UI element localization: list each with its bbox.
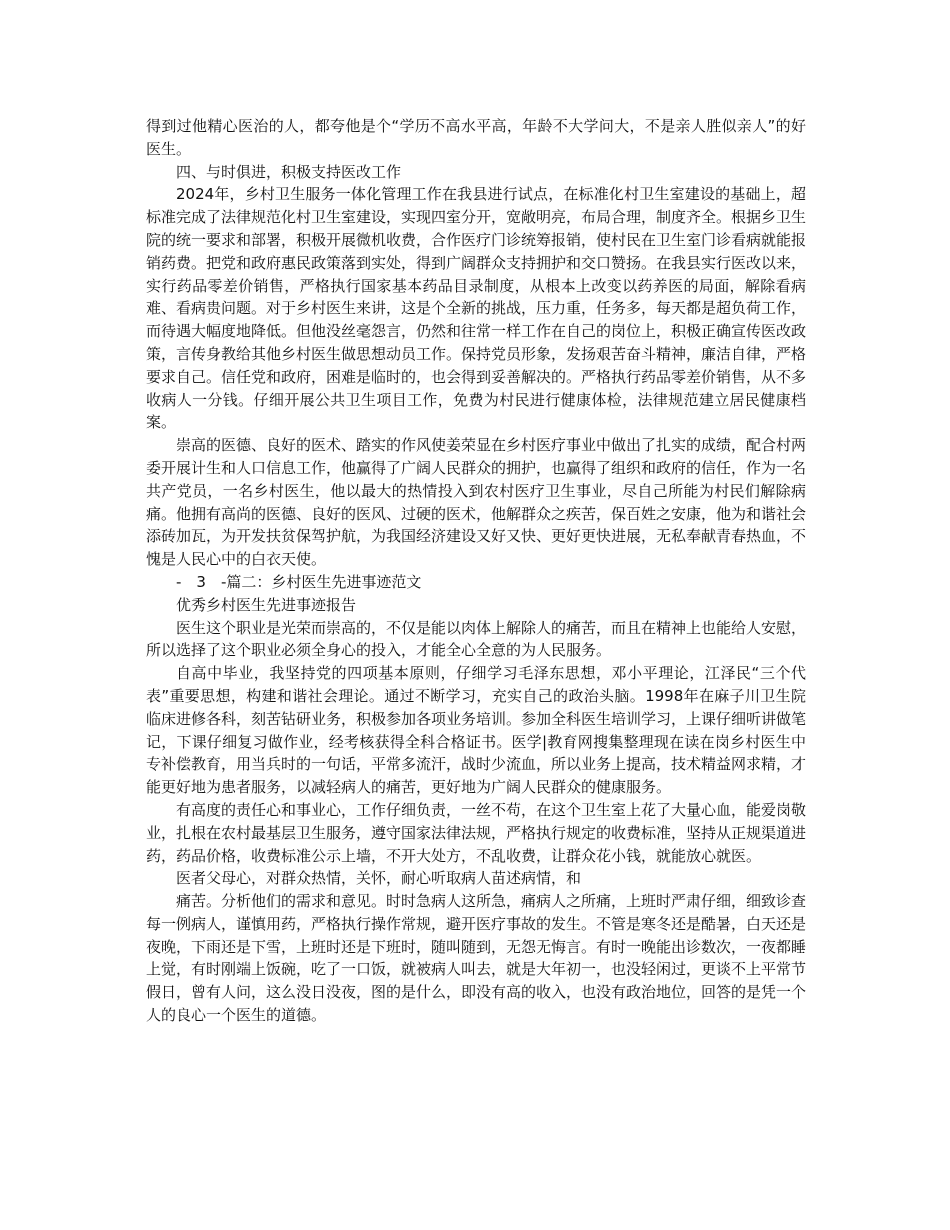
paragraph-4: 崇高的医德、良好的医术、踏实的作风使姜荣显在乡村医疗事业中做出了扎实的成绩，配合村两委开展计生和人口信息工作，他赢得了广阔人民群众的拥护，也赢得了组织和政府的信任，作为一名共产党员，一名乡村医生，他以最大的热情投入到农村医疗卫生事业，尽自己所能为村民们解除病痛。他拥有高尚的医德、良好的医风、过硬的医术，他解群众之疾苦，保百姓之安康，他为和谐社会添砖加瓦，为开发扶贫保驾护航，为我国经济建设又好又快、更好更快进展，无私奉献青春热血，不愧是人民心中的白衣天使。 bbox=[146, 436, 807, 569]
document-page bbox=[146, 115, 806, 1027]
section-heading-4: 四、与时俱进，积极支持医改工作 bbox=[176, 162, 402, 181]
paragraph-1: 得到过他精心医治的人，都夸他是个“学历不高水平高，年龄不大学问大，不是亲人胜似亲人”的好医生。 bbox=[146, 117, 806, 158]
paragraph-9: 有高度的责任心和事业心，工作仔细负责，一丝不苟，在这个卫生室上花了大量心血，能爱岗敬业，扎根在农村最基层卫生服务，遵守国家法律法规，严格执行规定的收费标准，坚持从正规渠道进药，药品价格，收费标准公示上墙，不开大处方，不乱收费，让群众花小钱，就能放心就医。 bbox=[146, 800, 807, 865]
paragraph-11: 痛苦。分析他们的需求和意见。时时急病人这所急，痛病人之所痛，上班时严肃仔细，细致诊查每一例病人，谨慎用药，严格执行操作常规，避开医疗事故的发生。不管是寒冬还是酷暑，白天还是夜晚，下雨还是下雪，上班时还是下班时，随叫随到，无怨无悔言。有时一晚能出诊数次，一夜都睡上觉，有时刚端上饭碗，吃了一口饭，就被病人叫去，就是大年初一，也没轻闲过，更谈不上平常节假日，曾有人问，这么没日没夜，图的是什么，即没有高的收入，也没有政治地位，回答的是凭一个人的良心一个医生的道德。 bbox=[146, 892, 807, 1025]
paragraph-10: 医者父母心，对群众热情，关怀，耐心听取病人苗述病情，和 bbox=[176, 869, 582, 888]
page-footer-article-title: - 3 -篇二：乡村医生先进事迹范文 bbox=[176, 572, 422, 591]
report-title: 优秀乡村医生先进事迹报告 bbox=[176, 595, 357, 614]
paragraph-7: 医生这个职业是光荣而崇高的，不仅是能以肉体上解除人的痛苦，而且在精神上也能给人安慰，所以选择了这个职业必须全身心的投入，才能全心全意的为人民服务。 bbox=[146, 618, 807, 660]
paragraph-3: 2024年，乡村卫生服务一体化管理工作在我县进行试点，在标准化村卫生室建设的基础上，超标准完成了法律规范化村卫生室建设，实现四室分开，宽敞明亮，布局合理，制度齐全。根据乡卫生院的统一要求和部署，积极开展微机收费，合作医疗门诊统筹报销，使村民在卫生室门诊看病就能报销药费。把党和政府惠民政策落到实处，得到广阔群众支持拥护和交口赞扬。在我县实行医改以来，实行药品零差价销售，严格执行国家基本药品目录制度，从根本上改变以药养医的局面，解除看病难、看病贵问题。对于乡村医生来讲，这是个全新的挑战，压力重，任务多，每天都是超负荷工作，而待遇大幅度地降低。但他没丝毫怨言，仍然和往常一样工作在自己的岗位上，积极正确宣传医改政策，言传身教给其他乡村医生做思想动员工作。保持党员形象，发扬艰苦奋斗精神，廉洁自律，严格要求自己。信任党和政府，困难是临时的，也会得到妥善解决的。严格执行药品零差价销售，从不多收病人一分钱。仔细开展公共卫生项目工作，免费为村民进行健康体检，法律规范建立居民健康档案。 bbox=[146, 185, 807, 432]
paragraph-8: 自高中毕业，我坚持党的四项基本原则，仔细学习毛泽东思想，邓小平理论，江泽民“三个代表”重要思想，构建和谐社会理论。通过不断学习，充实自己的政治头脑。1998年在麻子川卫生院临床进修各科，刻苦钻研业务，积极参加各项业务培训。参加全科医生培训学习，上课仔细听讲做笔记，下课仔细复习做作业，经考核获得全科合格证书。医学|教育网搜集整理现在读在岗乡村医生中专补偿教育，用当兵时的一句话，平常多流汗，战时少流血，所以业务上提高，技术精益网求精，才能更好地为患者服务，以减轻病人的痛苦，更好地为广阔人民群众的健康服务。 bbox=[146, 664, 807, 797]
